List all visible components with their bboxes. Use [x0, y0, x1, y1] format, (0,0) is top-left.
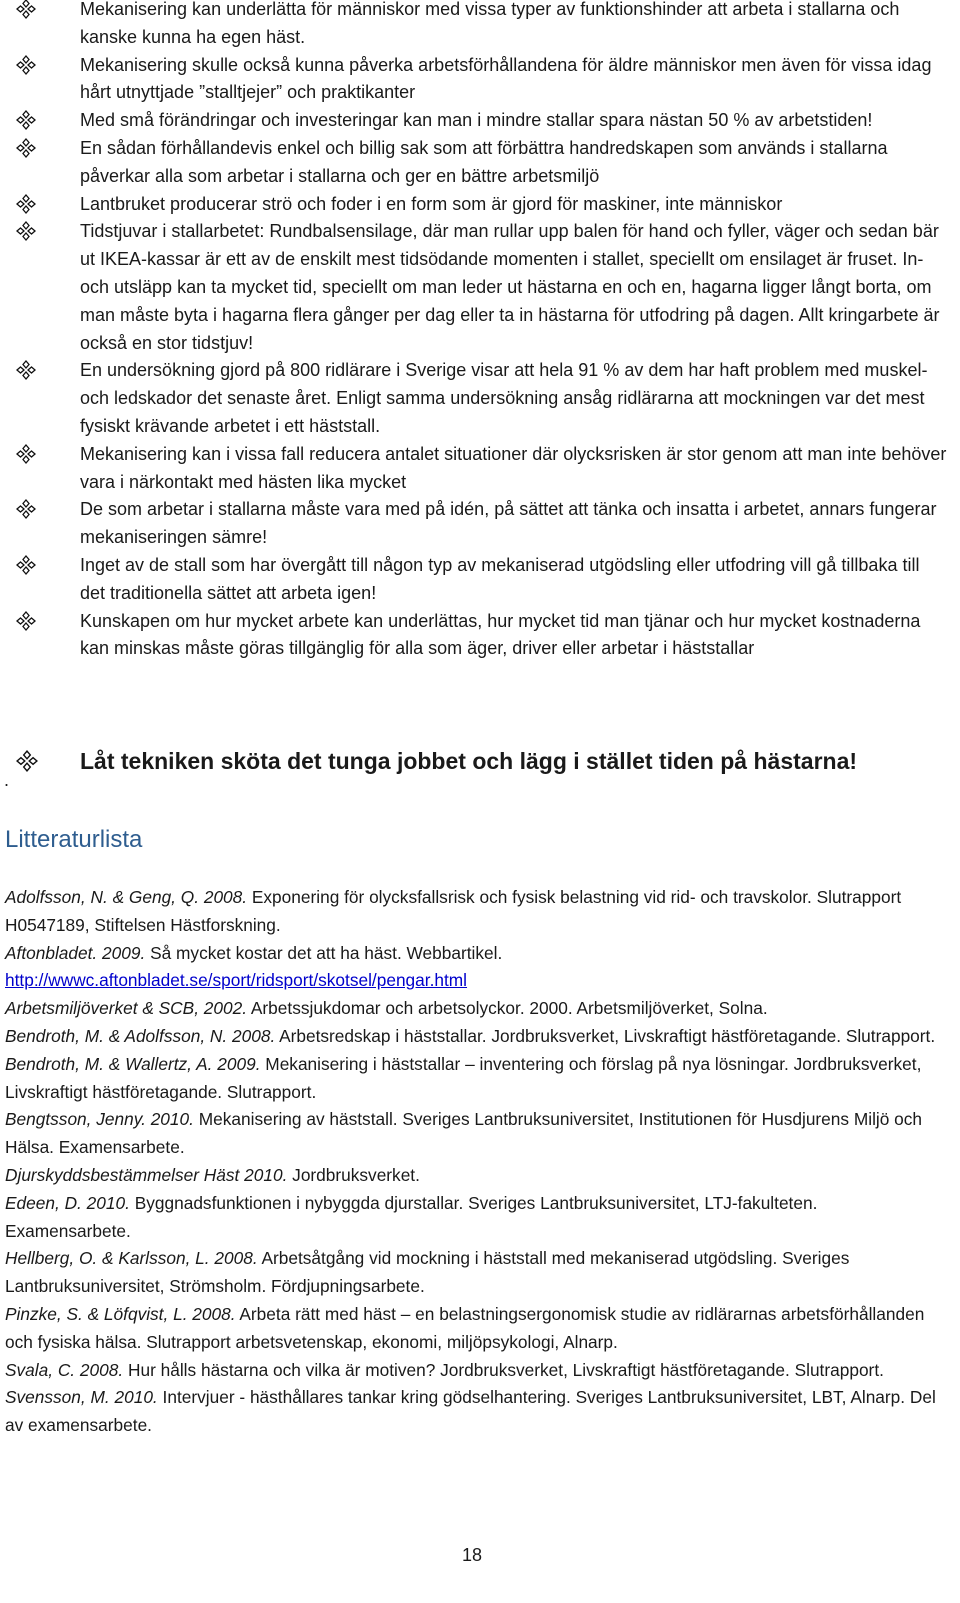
reference-text: Arbetssjukdomar och arbetsolyckor. 2000. Arbetsmiljöverket, Solna.	[247, 998, 768, 1019]
reference-text: Byggnadsfunktionen i nybyggda djurstallar. Sveriges Lantbruksuniversitet, LTJ-fakulteten. Examensarbete.	[5, 1192, 818, 1241]
reference-text: Arbetsredskap i häststallar. Jordbruksverket, Livskraftigt hästföretagande. Slutrapport.	[275, 1025, 936, 1046]
diamond-icon	[16, 138, 36, 158]
reference-item	[5, 995, 940, 1023]
reference-item	[5, 1190, 940, 1246]
bullet-text: Mekanisering kan i vissa fall reducera antalet situationer där olycksrisken är stor genom att man inte behöver vara i närkontakt med hästen lika mycket	[80, 443, 947, 492]
reference-text: Mekanisering i häststallar – inventering och förslag på nya lösningar. Jordbruksverket, Livskraftigt hästföretagande. Slutrapport.	[5, 1053, 922, 1102]
reference-link[interactable]: http://wwwc.aftonbladet.se/sport/ridsport/skotsel/pengar.html	[5, 970, 468, 991]
section-heading: Litteraturlista	[5, 826, 143, 853]
bullet-text: Kunskapen om hur mycket arbete kan underlättas, hur mycket tid man tjänar och hur mycket kostnaderna kan minskas måste göras tillgänglig för alla som äger, driver eller arbetar i häststallar	[80, 610, 921, 659]
reference-text: Hur hålls hästarna och vilka är motiven? Jordbruksverket, Livskraftigt hästföretagande. Slutrapport.	[123, 1359, 884, 1380]
conclusion-text: Låt tekniken sköta det tunga jobbet och lägg i stället tiden på hästarna!	[80, 748, 858, 774]
reference-text: Arbeta rätt med häst – en belastningsergonomisk studie av ridlärarnas arbetsförhållanden och fysiska hälsa. Slutrapport arbetsvetenskap, ekonomi, miljöpsykologi, Alnarp.	[5, 1303, 925, 1352]
reference-item	[5, 1051, 940, 1107]
bullet-text: Mekanisering skulle också kunna påverka arbetsförhållandena för äldre människor men även för vissa idag hårt utnyttjade ”stalltjejer” och praktikanter	[80, 54, 932, 103]
diamond-icon	[16, 55, 36, 75]
reference-author: Bendroth, M. & Wallertz, A. 2009.	[5, 1053, 261, 1074]
page-number: 18	[461, 1545, 483, 1565]
reference-item	[5, 1023, 940, 1051]
list-item	[68, 357, 948, 440]
bullet-text: En undersökning gjord på 800 ridlärare i Sverige visar att hela 91 % av dem har haft problem med muskel- och ledskador det senaste året. Enligt samma undersökning ansåg ridlärarna att mockningen var det mest fysiskt krävande arbetet i ett häststall.	[80, 360, 928, 436]
reference-item	[5, 1384, 940, 1440]
diamond-icon	[16, 750, 38, 772]
diamond-icon	[16, 499, 36, 519]
reference-author: Adolfsson, N. & Geng, Q. 2008.	[5, 887, 248, 907]
reference-author: Edeen, D. 2010.	[5, 1192, 130, 1213]
reference-author: Aftonbladet. 2009.	[5, 942, 146, 963]
diamond-icon	[16, 221, 36, 241]
reference-text: Intervjuer - hästhållares tankar kring gödselhantering. Sveriges Lantbruksuniversitet, LBT, Alnarp. Del av examensarbete.	[5, 1387, 936, 1436]
reference-author: Pinzke, S. & Löfqvist, L. 2008.	[5, 1303, 236, 1324]
diamond-icon	[16, 110, 36, 130]
bullet-text: En sådan förhållandevis enkel och billig sak som att förbättra handredskapen som används i stallarna påverkar alla som arbetar i stallarna och ger en bättre arbetsmiljö	[80, 137, 888, 186]
bullet-text: Inget av de stall som har övergått till någon typ av mekaniserad utgödsling eller utfodring vill gå tillbaka till det traditionella sättet att arbeta igen!	[80, 554, 920, 603]
list-item	[68, 218, 948, 357]
list-item	[68, 135, 948, 191]
reference-item	[5, 1245, 940, 1301]
list-item	[68, 191, 948, 219]
bullet-text: Tidstjuvar i stallarbetet: Rundbalsensilage, där man rullar upp balen för hand och fyller, väger och sedan bär ut IKEA-kassar är ett av de enskilt mest tidsödande momenten i stallet, speciellt om ensilaget är fruset. In- och utsläpp kan ta mycket tid, speciellt om man leder ut hästarna en och en, hagarna ligger långt borta, om man måste byta i hagarna flera gånger per dag eller ta in hästarna för utfodring på dagen. Allt kringarbete är också en stor tidstjuv!	[80, 221, 940, 353]
reference-text: Exponering för olycksfallsrisk och fysisk belastning vid rid- och travskolor. Slutrapport H0547189, Stiftelsen Hästforskning.	[5, 887, 902, 935]
reference-item	[5, 1301, 940, 1357]
reference-text: Så mycket kostar det att ha häst. Webbartikel.	[145, 942, 503, 963]
reference-item	[5, 884, 940, 940]
stray-dot: .	[4, 770, 10, 790]
list-item	[68, 107, 948, 135]
diamond-icon	[16, 194, 36, 214]
reference-author: Bengtsson, Jenny. 2010.	[5, 1109, 194, 1130]
reference-author: Hellberg, O. & Karlsson, L. 2008.	[5, 1248, 258, 1269]
bullet-text: De som arbetar i stallarna måste vara med på idén, på sättet att tänka och insatta i arbetet, annars fungerar mekaniseringen sämre!	[80, 499, 937, 548]
reference-item	[5, 1357, 940, 1385]
bullet-text: Mekanisering kan underlätta för människor med vissa typer av funktionshinder att arbeta i stallarna och kanske kunna ha egen häst.	[80, 0, 900, 47]
list-item	[68, 496, 948, 552]
diamond-icon	[16, 555, 36, 575]
diamond-icon	[16, 611, 36, 631]
reference-author: Bendroth, M. & Adolfsson, N. 2008.	[5, 1025, 276, 1046]
bullet-text: Med små förändringar och investeringar kan man i mindre stallar spara nästan 50 % av arbetstiden!	[80, 110, 873, 131]
list-item	[68, 552, 948, 608]
list-item	[68, 0, 948, 52]
reference-text: Jordbruksverket.	[287, 1164, 420, 1185]
reference-author: Svensson, M. 2010.	[5, 1387, 158, 1408]
diamond-icon	[16, 0, 36, 19]
diamond-icon	[16, 444, 36, 464]
reference-list	[5, 884, 940, 1440]
reference-author: Svala, C. 2008.	[5, 1359, 124, 1380]
reference-author: Djurskyddsbestämmelser Häst 2010.	[5, 1164, 288, 1185]
reference-author: Arbetsmiljöverket & SCB, 2002.	[5, 998, 248, 1019]
reference-item	[5, 1162, 940, 1190]
list-item	[68, 608, 948, 664]
bullet-list	[68, 0, 948, 663]
list-item	[68, 52, 948, 108]
conclusion-bullet	[68, 746, 960, 776]
diamond-icon	[16, 360, 36, 380]
reference-item	[5, 940, 940, 996]
reference-text: Mekanisering av häststall. Sveriges Lantbruksuniversitet, Institutionen för Husdjurens Miljö och Hälsa. Examensarbete.	[5, 1109, 923, 1158]
list-item	[68, 441, 948, 497]
bullet-text: Lantbruket producerar strö och foder i en form som är gjord för maskiner, inte människor	[80, 193, 783, 214]
reference-item	[5, 1106, 940, 1162]
reference-text: Arbetsåtgång vid mockning i häststall med mekaniserad utgödsling. Sveriges Lantbruksuniversitet, Strömsholm. Fördjupningsarbete.	[5, 1248, 850, 1297]
